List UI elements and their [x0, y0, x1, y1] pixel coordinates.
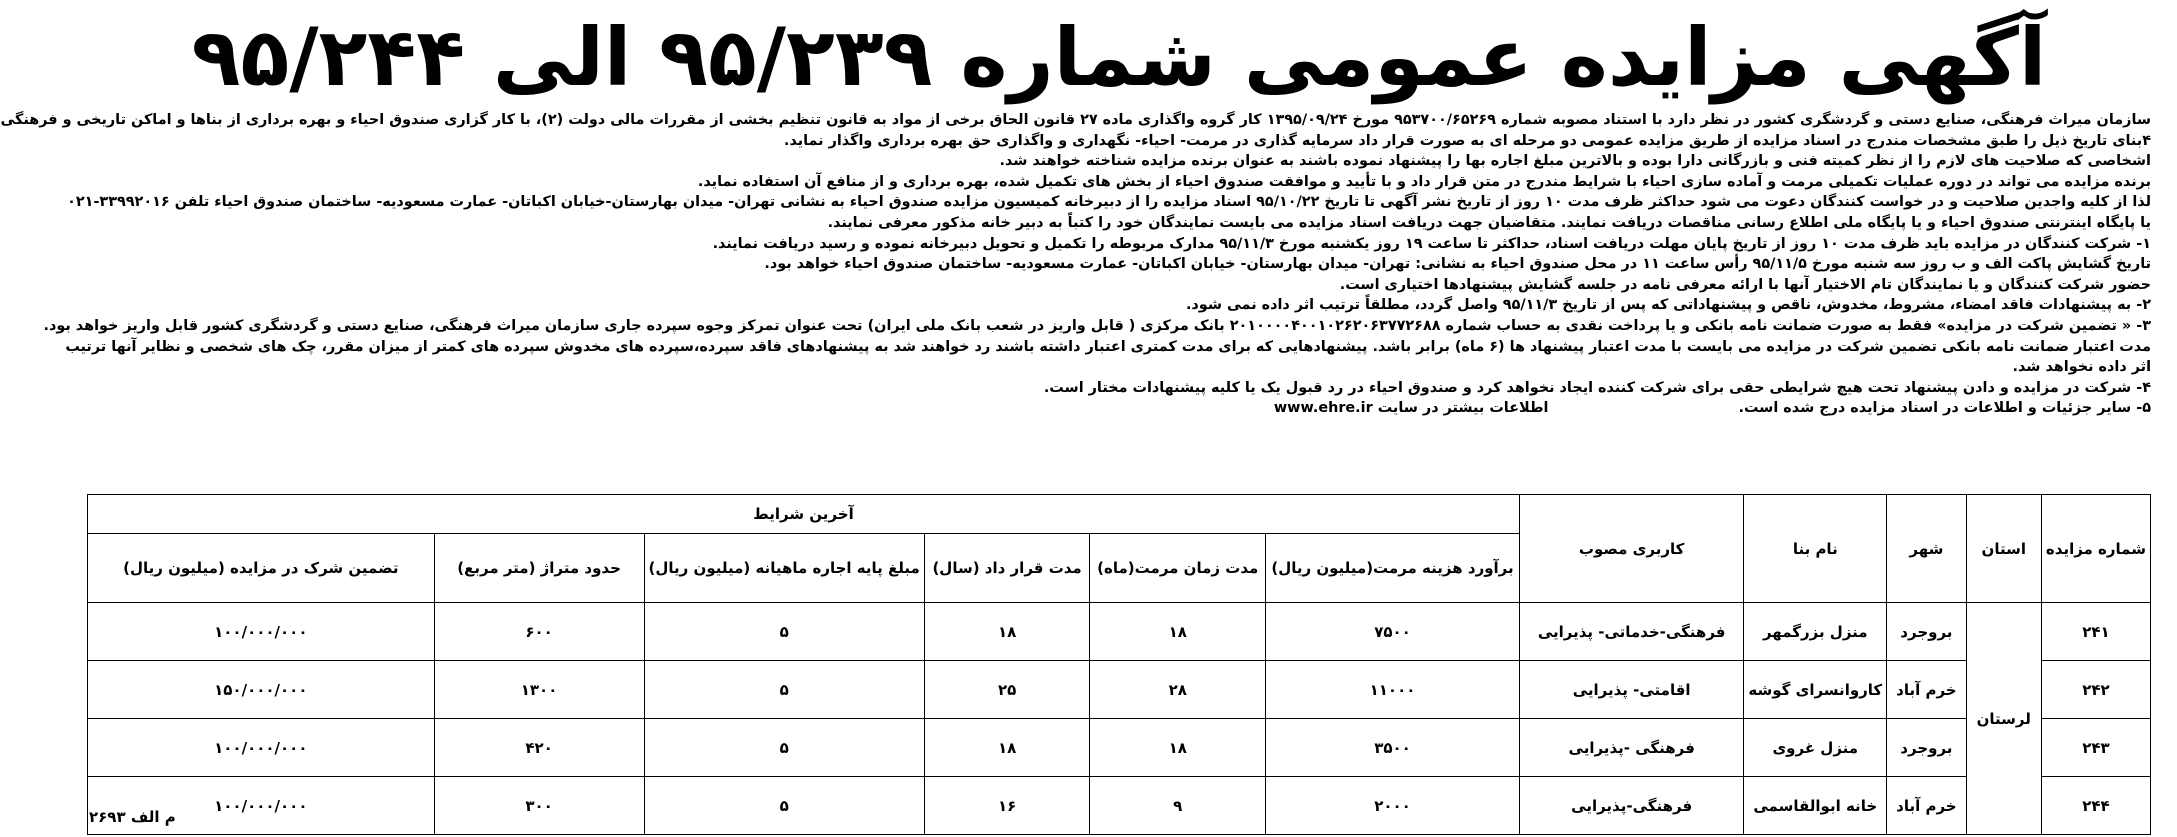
item-5-text: ۵- سایر جزئیات و اطلاعات در اسناد مزایده درج شده است. — [1738, 400, 2151, 417]
cell-repair-time: ۱۸ — [1090, 603, 1266, 661]
header-base-rent: مبلغ پایه اجاره ماهیانه (میلیون ریال) — [644, 534, 924, 603]
item-4-text: ۴- شرکت در مزایده و دادن پیشنهاد تحت هیچ شرایطی حقی برای شرکت کننده ایجاد نخواهد کرد و صندوق احیاء در رد قبول یک یا کلیه پیشنهادات مختار است. — [1043, 379, 2151, 396]
header-repair-cost: برآورد هزینه مرمت(میلیون ریال) — [1266, 534, 1520, 603]
body-line: تاریخ گشایش پاکت الف و ب روز سه شنبه مورخ ۹۵/۱۱/۵ رأس ساعت ۱۱ در محل صندوق احیاء به نشانی: تهران- میدان بهارستان- خیابان اکباتان- عمارت مسعودیه- ساختمان صندوق احیاء خواهد بود. — [764, 256, 2151, 273]
cell-contract-term: ۱۸ — [924, 603, 1090, 661]
cell-contract-term: ۱۸ — [924, 719, 1090, 777]
header-number: شماره مزایده — [2041, 495, 2150, 603]
body-line: ۴بنای تاریخ ذیل را طبق مشخصات مندرج در اسناد مزایده از طریق مزایده عمومی دو مرحله ای به صورت قرار داد سرمایه گذاری در مرمت- احیاء- نگهداری و واگذاری حق بهره برداری واگذار نماید. — [783, 132, 2151, 149]
cell-base-rent: ۵ — [644, 777, 924, 835]
cell-base-rent: ۵ — [644, 661, 924, 719]
table-row — [88, 777, 2151, 835]
cell-repair-cost: ۷۵۰۰ — [1266, 603, 1520, 661]
header-usage: کاربری مصوب — [1519, 495, 1743, 603]
body-line — [87, 398, 2151, 419]
body-line: یا پایگاه اینترنتی صندوق احیاء و یا پایگاه ملی اطلاع رسانی مناقصات دریافت نمایند. متقاضیان جهت دریافت اسناد مزایده می بایست نمایندگان خود را کتباً به دبیر خانه مذکور معرفی نمایند. — [827, 214, 2151, 231]
cell-guarantee: ۱۰۰/۰۰۰/۰۰۰ — [88, 777, 435, 835]
cell-usage: فرهنگی -پذیرایی — [1519, 719, 1743, 777]
table-row — [88, 719, 2151, 777]
cell-number: ۲۴۳ — [2041, 719, 2150, 777]
more-info-label: اطلاعات بیشتر در سایت — [1377, 400, 1549, 417]
cell-city: بروجرد — [1887, 603, 1966, 661]
cell-usage: اقامتی- پذیرایی — [1519, 661, 1743, 719]
cell-repair-cost: ۱۱۰۰۰ — [1266, 661, 1520, 719]
cell-contract-term: ۲۵ — [924, 661, 1090, 719]
body-line: حضور شرکت کنندگان و یا نمایندگان تام الاختیار آنها با ارائه معرفی نامه در جلسه گشایش پیشنهادها اختیاری است. — [1339, 276, 2151, 293]
body-line: ۱- شرکت کنندگان در مزایده باید ظرف مدت ۱۰ روز از تاریخ پایان مهلت دریافت اسناد، حداکثر تا ساعت ۱۹ روز یکشنبه مورخ ۹۵/۱۱/۳ مدارک مربوطه را تکمیل و تحویل دبیرخانه نموده و رسید دریافت نمایند. — [712, 235, 2151, 252]
cell-base-rent: ۵ — [644, 719, 924, 777]
cell-number: ۲۴۱ — [2041, 603, 2150, 661]
header-contract-term: مدت قرار داد (سال) — [924, 534, 1090, 603]
website-link[interactable]: www.ehre.ir — [1273, 400, 1373, 417]
body-line: مدت اعتبار ضمانت نامه بانکی تضمین شرکت در مزایده می بایست با مدت اعتبار پیشنهاد ها (۶ ماه) برابر باشد. پیشنهادهایی که برای مدت کمتری اعتبار داشته باشند رد خواهند شد به پیشنهادهای فاقد سپرده،سپرده های مخدوش سپرده های کمتر از میزان مقرر، چک های شخصی و نظایر آنها ترتیب — [65, 338, 2151, 355]
header-last-conditions: آخرین شرایط — [88, 495, 1520, 534]
body-line: برنده مزایده می تواند در دوره عملیات تکمیلی مرمت و آماده سازی احیاء با شرایط مندرج در متن قرار داد و با تأیید و موافقت صندوق احیاء از بخش های تکمیل شده، بهره برداری و از منافع آن استفاده نماید. — [697, 173, 2151, 190]
header-area: حدود متراژ (متر مربع) — [434, 534, 644, 603]
cell-contract-term: ۱۶ — [924, 777, 1090, 835]
cell-guarantee: ۱۰۰/۰۰۰/۰۰۰ — [88, 719, 435, 777]
cell-building: خانه ابوالقاسمی — [1744, 777, 1887, 835]
cell-area: ۱۳۰۰ — [434, 661, 644, 719]
table-row — [88, 603, 2151, 661]
header-province: استان — [1966, 495, 2041, 603]
notice-title: آگهی مزایده عمومی شماره ۹۵/۲۳۹ الی ۹۵/۲۴۴ — [191, 11, 2047, 104]
auction-table — [87, 494, 2151, 835]
cell-repair-time: ۱۸ — [1090, 719, 1266, 777]
header-repair-time: مدت زمان مرمت(ماه) — [1090, 534, 1266, 603]
cell-city: خرم آباد — [1887, 777, 1966, 835]
cell-province: لرستان — [1966, 603, 2041, 835]
cell-repair-time: ۲۸ — [1090, 661, 1266, 719]
body-line: لذا از کلیه واجدین صلاحیت و در خواست کنندگان دعوت می شود حداکثر ظرف مدت ۱۰ روز از تاریخ نشر آگهی تا تاریخ ۹۵/۱۰/۲۲ اسناد مزایده را از دبیرخانه کمیسیون مزایده صندوق احیاء به نشانی تهران- میدان بهارستان-خیابان اکباتان- عمارت مسعودیه- ساختمان صندوق احیاء تلفن ۳۳۹۹۲۰۱۶-۰۲۱ — [67, 194, 2151, 211]
header-building: نام بنا — [1744, 495, 1887, 603]
body-line: ۲- به پیشنهادات فاقد امضاء، مشروط، مخدوش، ناقص و پیشنهاداتی که پس از تاریخ ۹۵/۱۱/۳ واصل گردد، مطلقاً ترتیب اثر داده نمی شود. — [1185, 297, 2151, 314]
cell-city: بروجرد — [1887, 719, 1966, 777]
body-line: سازمان میراث فرهنگی، صنایع دستی و گردشگری کشور در نظر دارد با استناد مصوبه شماره ۹۵۳۷۰۰/۶۵۲۶۹ مورخ ۱۳۹۵/۰۹/۲۴ کار گروه واگذاری ماده ۲۷ قانون الحاق برخی از مواد به قانون تنظیم بخشی از مقررات مالی دولت (۲)، با کار گزاری صندوق احیاء و بهره برداری از بناها و اماکن تاریخی و فرهنگی — [0, 112, 2151, 128]
cell-number: ۲۴۲ — [2041, 661, 2150, 719]
cell-area: ۶۰۰ — [434, 603, 644, 661]
table-row — [88, 661, 2151, 719]
body-line: اثر داده نخواهد شد. — [2012, 359, 2151, 376]
cell-base-rent: ۵ — [644, 603, 924, 661]
body-line: ۳- « تضمین شرکت در مزایده» فقط به صورت ضمانت نامه بانکی و یا پرداخت نقدی به حساب شماره ۲۰۱۰۰۰۰۴۰۰۱۰۲۶۲۰۶۳۷۷۲۶۸۸ بانک مرکزی ( قابل واریز در شعب بانک ملی ایران) تحت عنوان تمرکز وجوه سپرده جاری سازمان میراث فرهنگی، صنایع دستی و گردشگری کشور قابل واریز خواهد بود. — [43, 317, 2151, 334]
notice-body — [0, 110, 2151, 419]
cell-area: ۳۰۰ — [434, 777, 644, 835]
cell-guarantee: ۱۵۰/۰۰۰/۰۰۰ — [88, 661, 435, 719]
cell-city: خرم آباد — [1887, 661, 1966, 719]
cell-building: کاروانسرای گوشه — [1744, 661, 1887, 719]
cell-guarantee: ۱۰۰/۰۰۰/۰۰۰ — [88, 603, 435, 661]
cell-number: ۲۴۴ — [2041, 777, 2150, 835]
body-line — [87, 378, 2151, 399]
cell-repair-time: ۹ — [1090, 777, 1266, 835]
cell-usage: فرهنگی-خدماتی- پذیرایی — [1519, 603, 1743, 661]
cell-area: ۴۲۰ — [434, 719, 644, 777]
header-guarantee: تضمین شرک در مزایده (میلیون ریال) — [88, 534, 435, 603]
cell-building: منزل بزرگمهر — [1744, 603, 1887, 661]
cell-usage: فرهنگی-پذیرایی — [1519, 777, 1743, 835]
header-city: شهر — [1887, 495, 1966, 603]
footer-code: م الف ۲۶۹۳ — [89, 808, 176, 826]
body-line: اشخاصی که صلاحیت های لازم را از نظر کمیته فنی و بازرگانی دارا بوده و بالاترین مبلغ اجاره بها را پیشنهاد نموده باشند به عنوان برنده مزایده شناخته خواهند شد. — [999, 153, 2151, 170]
cell-repair-cost: ۳۵۰۰ — [1266, 719, 1520, 777]
cell-building: منزل غروی — [1744, 719, 1887, 777]
cell-repair-cost: ۲۰۰۰ — [1266, 777, 1520, 835]
